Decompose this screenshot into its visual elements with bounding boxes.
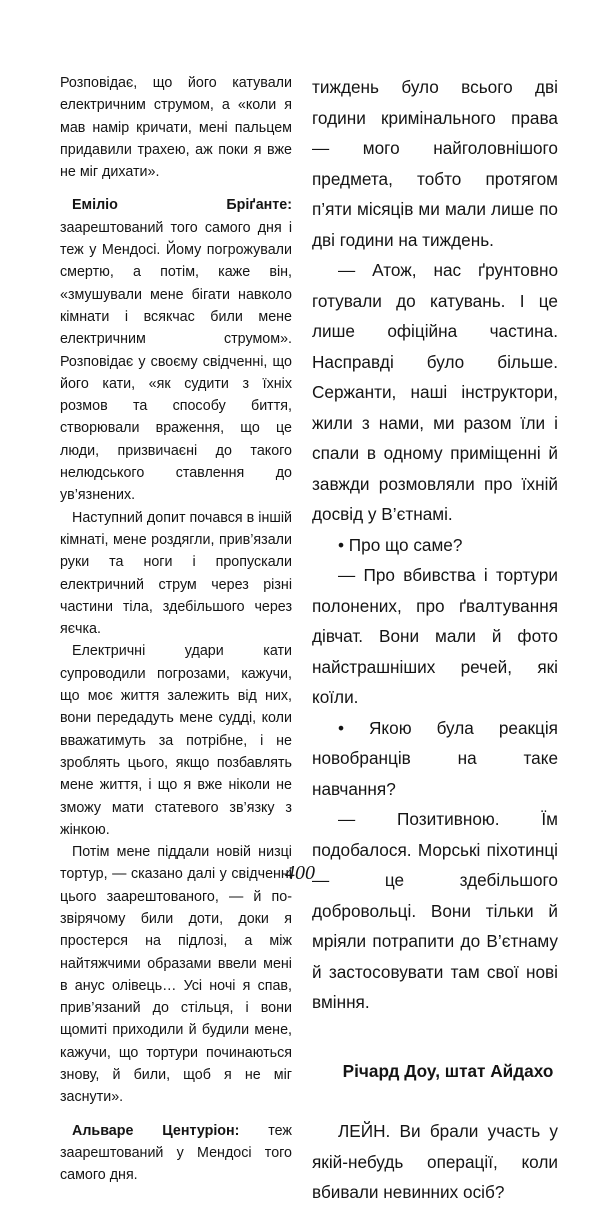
paragraph: Наступний допит почався в іншій кімнаті, мене роздягли, прив’язали руки та ноги і пропускали електричний струм через різні частини тіла, здебільшого через яєчка. bbox=[60, 509, 292, 638]
right-column bbox=[312, 72, 558, 1208]
paragraph: тиждень було всього дві години кримінального права — мого найголовнішого предмета, тобто протягом п’яти місяців ми мали лише по дві години на тиждень. bbox=[312, 77, 558, 250]
paragraph: — Атож, нас ґрунтовно готували до катувань. І це лише офіційна частина. Насправді було більше. Сержанти, наші інструктори, жили з нами, ми разом їли і спали в одному приміщенні й завжди розмовляли про їхній досвід у В’єтнамі. bbox=[312, 260, 558, 524]
page-number: 400 bbox=[285, 862, 315, 884]
interview-question: • Якою була реакція новобранців на таке навчання? bbox=[312, 717, 558, 799]
testimony-text: теж заарештований у Мендосі того самого дня. bbox=[60, 1122, 292, 1184]
person-name: Еміліо Бріґанте: bbox=[72, 197, 292, 214]
paragraph: ЛЕЙН. Ви брали участь у якій-небудь операції, коли вбивали невинних осіб? bbox=[312, 1121, 558, 1202]
paragraph: Електричні удари кати супроводили погрозами, кажучи, що моє життя залежить від них, вони передадуть мене судді, коли вважатимуть за потрібне, і не зроблять цього, якщо позбавлять мене життя, і що я вже ніколи не зможу мати статевого зв’язку з жінкою. bbox=[60, 643, 292, 838]
interview-answer: — Позитивною. Їм подобалося. Морські піхотинці — це здебільшого добровольці. Вони тільки й мріяли потрапити до В’єтнаму й застосовувати там свої нові вміння. bbox=[312, 809, 558, 1012]
person-name: Альваре Центуріон: bbox=[72, 1122, 240, 1139]
interview-question: • Про що саме? bbox=[338, 534, 463, 555]
section-heading: Річард Доу, штат Айдахо bbox=[342, 1060, 554, 1081]
paragraph: Потім мене піддали новій низці тортур, — сказано далі у свідченні цього заарештованого, — й по-звірячому били доти, доки я простерся на підлозі, а між найтяжчими образами ввели мені в анус олівець… Усі ночі я спав, прив’язаний до стільця, і вони щомиті приходили й будили мене, кажучи, що тортури починаються знову, й били, щоб я не міг заснути». bbox=[60, 844, 292, 1106]
testimony-paragraph bbox=[60, 194, 292, 506]
left-column bbox=[60, 72, 292, 1187]
testimony-text: заарештований того самого дня і теж у Мендосі. Йому погрожували смертю, а потім, каже він, «змушували мене бігати навколо кімнати і всякчас били мене електричним струмом». Розповідає у своєму свідченні, що його кати, «як судити з їхніх розмов та способу биття, створювали враження, що це люди, призвичаєні до такого нелюдського ставлення до ув’язнених. bbox=[60, 219, 292, 504]
paragraph: Розповідає, що його катували електричним струмом, а «коли я мав намір кричати, мені пальцем придавили трахею, аж поки я вже не міг дихати». bbox=[60, 75, 292, 181]
interview-answer: — Про вбивства і тортури полонених, про ґвалтування дівчат. Вони мали й фото найстрашніших речей, які коїли. bbox=[312, 565, 558, 707]
